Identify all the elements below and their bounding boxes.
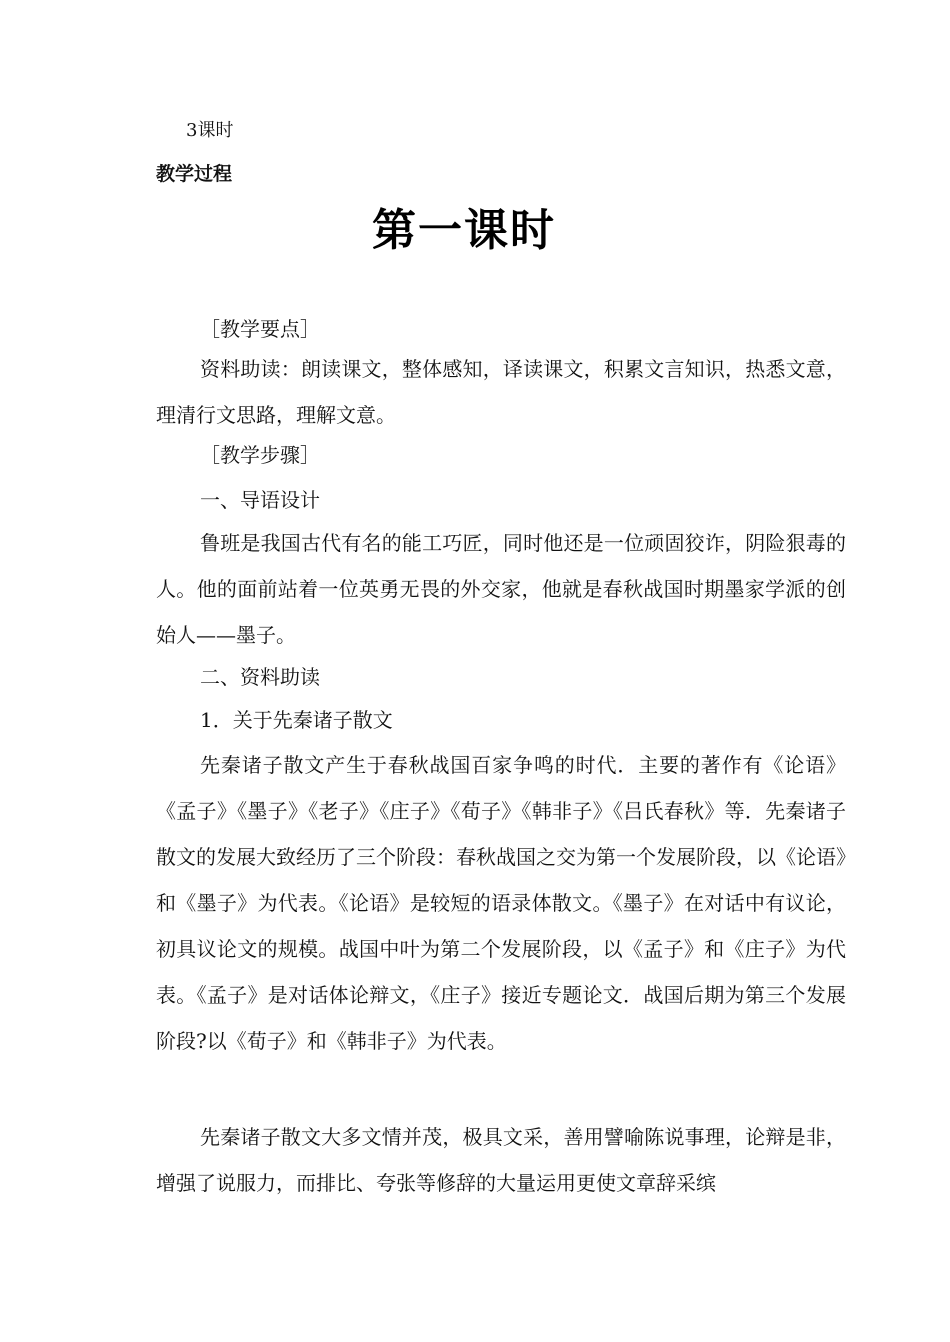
lesson-title: 第一课时 [372,205,556,256]
key-points-heading: ［教学要点］ [200,317,320,341]
step1-heading: 一、导语设计 [200,488,320,512]
key-points-text: 资料助读：朗读课文，整体感知，译读课文，积累文言知识，热悉文意，理清行文思路，理解文意。 [156,357,846,427]
steps-heading: ［教学步骤］ [200,443,320,467]
step1-text: 鲁班是我国古代有名的能工巧匠，同时他还是一位顽固狡诈，阴险狠毒的人。他的面前站着一位英勇无畏的外交家，他就是春秋战国时期墨家学派的创始人——墨子。 [156,531,846,647]
teaching-process-heading: 教学过程 [156,163,233,185]
step2-sub1-heading: 1．关于先秦诸子散文 [200,708,393,732]
step2-sub1-para2: 先秦诸子散文大多文情并茂，极具文采，善用譬喻陈说事理，论辩是非，增强了说服力，而排比、夸张等修辞的大量运用更使文章辞采缤 [156,1125,846,1195]
step2-sub1-para1: 先秦诸子散文产生于春秋战国百家争鸣的时代．主要的著作有《论语》《孟子》《墨子》《老子》《庄子》《荀子》《韩非子》《吕氏春秋》等．先秦诸子散文的发展大致经历了三个阶段：春秋战国之交为第一个发展阶段，以《论语》和《墨子》为代表。《论语》是较短的语录体散文。《墨子》在对话中有议论，初具议论文的规模。战国中叶为第二个发展阶段，以《孟子》和《庄子》为代表。《孟子》是对话体论辩文，《庄子》接近专题论文．战国后期为第三个发展阶段?以《荀子》和《韩非子》为代表。 [156,753,846,1053]
class-hours: 3课时 [186,120,234,141]
step2-heading: 二、资料助读 [200,665,320,689]
